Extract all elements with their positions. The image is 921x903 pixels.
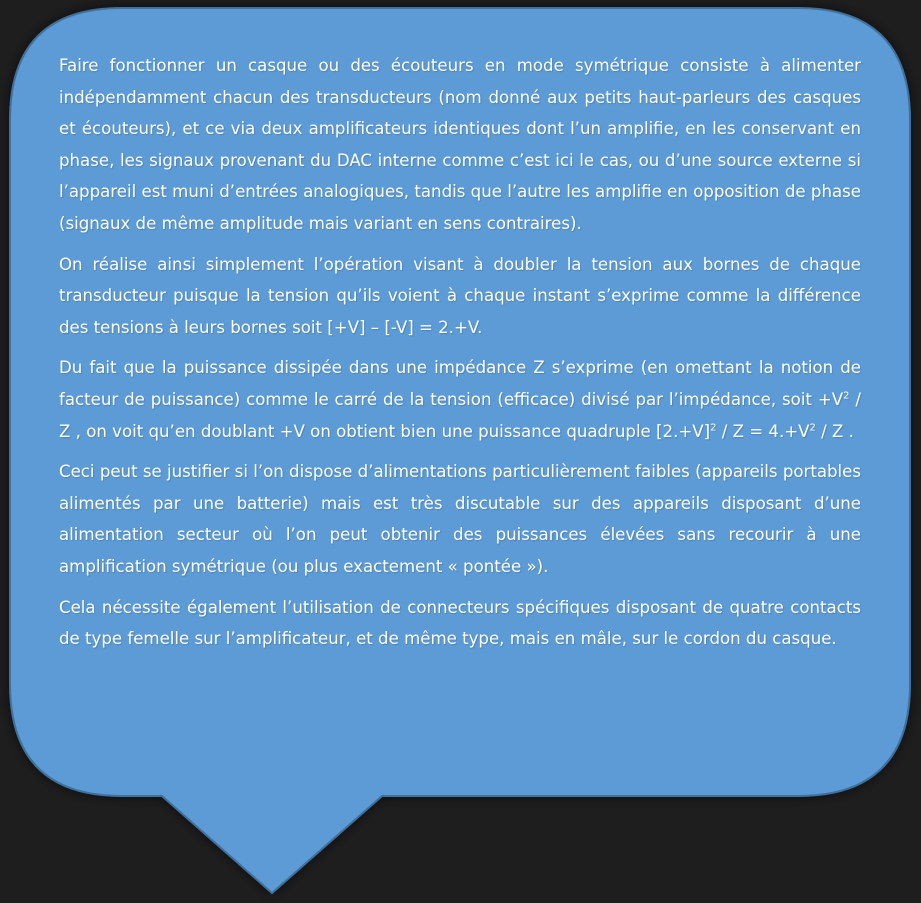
paragraph-3 (59, 352, 861, 447)
superscript-2: 2 (710, 422, 717, 433)
paragraph-3-part-d: / Z . (815, 421, 854, 441)
paragraph-3-part-b: / Z , on voit qu’en doublant +V on obtient bien une puissance quadruple [2.+V] (59, 389, 861, 441)
paragraph-4: Ceci peut se justifier si l’on dispose d’alimentations particulièrement faibles (appareils portables alimentés par une batterie) mais est très discutable sur des appareils disposant d’une alimentation secteur où l’on peut obtenir des puissances élevées sans recourir à une amplification symétrique (ou plus exactement « pontée »). (59, 462, 861, 576)
superscript-2: 2 (809, 422, 816, 433)
paragraph-3-part-c: / Z = 4.+V (716, 421, 810, 441)
superscript-2: 2 (843, 390, 850, 402)
paragraph-2: On réalise ainsi simplement l’opération visant à doubler la tension aux bornes de chaque transducteur puisque la tension qu’ils voient à chaque instant s’exprime comme la différence des tensions à leurs bornes soit [+V] – [-V] = 2.+V. (59, 254, 861, 337)
paragraph-5: Cela nécessite également l’utilisation de connecteurs spécifiques disposant de quatre contacts de type femelle sur l’amplificateur, et de même type, mais en mâle, sur le cordon du casque. (59, 597, 861, 649)
paragraph-1: Faire fonctionner un casque ou des écouteurs en mode symétrique consiste à alimenter indépendamment chacun des transducteurs (nom donné aux petits haut-parleurs des casques et écouteurs), et ce via deux amplificateurs identiques dont l’un amplifie, en les conservant en phase, les signaux provenant du DAC interne comme c’est ici le cas, ou d’une source externe si l’appareil est muni d’entrées analogiques, tandis que l’autre les amplifie en opposition de phase (signaux de même amplitude mais variant en sens contraires). (59, 56, 861, 233)
paragraph-3-part-a: Du fait que la puissance dissipée dans une impédance Z s’exprime (en omettant la notion de facteur de puissance) comme le carré de la tension (efficace) divisé par l’impédance, soit +V (59, 358, 861, 409)
bubble-text (59, 50, 861, 664)
